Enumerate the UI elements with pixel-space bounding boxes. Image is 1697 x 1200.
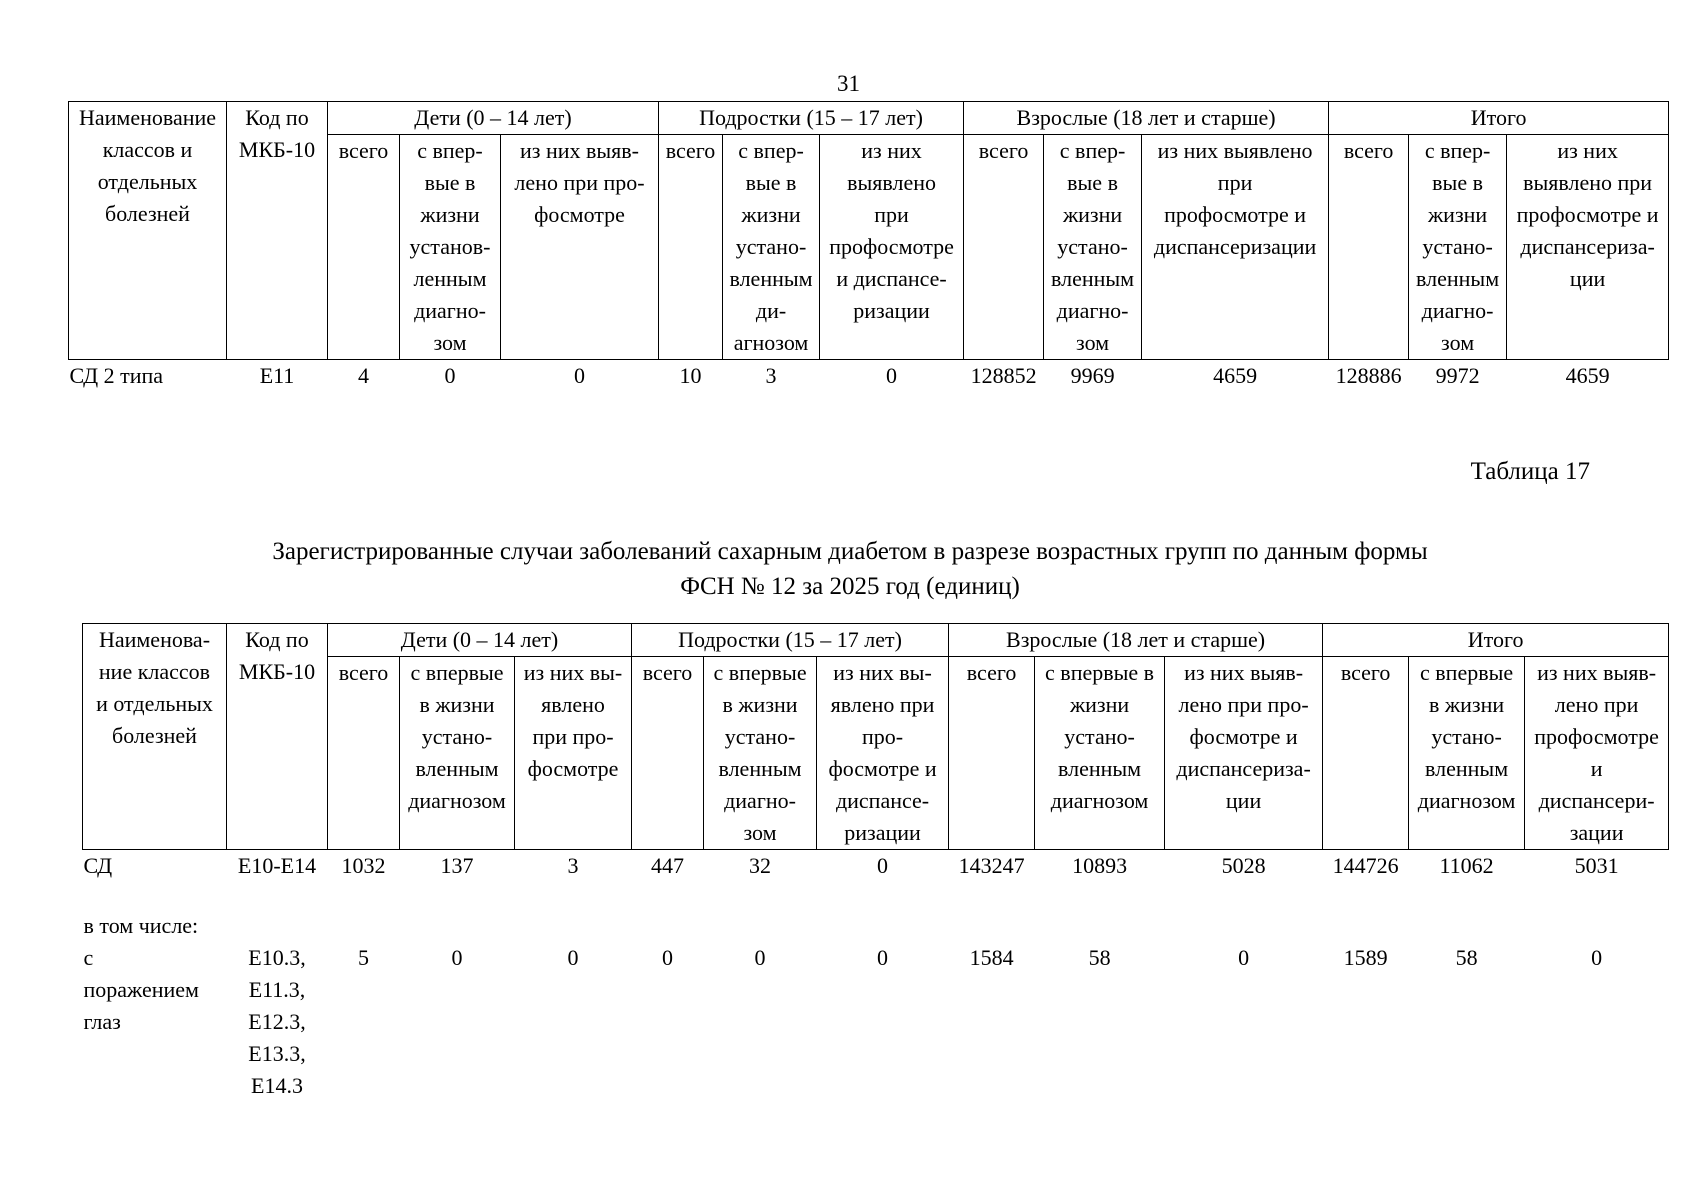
- header-children-first: [400, 135, 501, 360]
- cell-line: ризации: [853, 298, 930, 323]
- cell-value: 143247: [958, 853, 1025, 878]
- cell-line: с впервые: [410, 660, 504, 685]
- cell-line: устано-: [735, 234, 807, 259]
- cell-value: 4659: [1213, 363, 1258, 388]
- cell-value: 58: [1455, 945, 1478, 970]
- diabetes-type2-table: [68, 101, 1669, 392]
- cell-line: ции: [1225, 788, 1262, 813]
- table-row: [83, 850, 1669, 883]
- cell-value: 0: [877, 853, 889, 878]
- cell-line: вые в: [424, 170, 476, 195]
- cell-value: 4659: [1565, 363, 1610, 388]
- cell-line: вые в: [1067, 170, 1118, 195]
- table-row: [83, 942, 1669, 1102]
- header-children-checkup: [501, 135, 659, 360]
- row-icd-code: Е10-Е14: [237, 853, 317, 878]
- diabetes-by-age-table: [82, 623, 1669, 1102]
- cell-line: профосмотре: [1534, 724, 1659, 749]
- header-adults-first: [1035, 657, 1165, 850]
- cell-line: лено при про-: [514, 170, 645, 195]
- header-totals-total: [1323, 657, 1409, 850]
- table-title-line: Зарегистрированные случаи заболеваний сахарным диабетом в разрезе возрастных групп по данным формы: [272, 538, 1428, 565]
- cell-line: вые в: [745, 170, 797, 195]
- cell-value: 0: [1591, 945, 1603, 970]
- cell-value: 128886: [1335, 363, 1402, 388]
- cell-line: с впервые: [713, 660, 807, 685]
- cell-value: 1584: [969, 945, 1014, 970]
- cell-line: ди-: [755, 298, 787, 323]
- cell-line: диагно-: [414, 298, 486, 323]
- cell-value: 1589: [1343, 945, 1388, 970]
- cell-line: из них выяв-: [1537, 660, 1657, 685]
- cell-line: с впер-: [1424, 138, 1491, 163]
- header-children-checkup: [515, 657, 632, 850]
- header-icd-code: [227, 624, 328, 850]
- cell-line: всего: [338, 660, 389, 685]
- cell-line: устано-: [1064, 724, 1135, 749]
- cell-line: диспансери-: [1538, 788, 1655, 813]
- cell-line: профосмотре и: [1516, 202, 1659, 227]
- row-disease-name: СД 2 типа: [69, 363, 164, 388]
- cell-line: с впервые в: [1045, 660, 1155, 685]
- header-children-first: [400, 657, 515, 850]
- cell-line: классов и: [102, 137, 193, 162]
- cell-line: явлено при: [830, 692, 935, 717]
- cell-line: диспансеризации: [1153, 234, 1317, 259]
- cell-line: из них вы-: [523, 660, 623, 685]
- row-icd-code: [227, 942, 328, 1102]
- page-number: 31: [837, 71, 860, 96]
- cell-value: 3: [765, 363, 777, 388]
- spacer-row: [83, 882, 1669, 910]
- cell-line: вые в: [1432, 170, 1483, 195]
- cell-line: лено при: [1554, 692, 1639, 717]
- header-group-total: Итого: [1323, 624, 1669, 657]
- cell-line: выявлено при: [1523, 170, 1653, 195]
- cell-line: поражением: [83, 977, 199, 1002]
- header-children-total: [328, 135, 400, 360]
- cell-line: диагно-: [1421, 298, 1494, 323]
- table-header: [69, 102, 1669, 360]
- cell-value: 0: [662, 945, 674, 970]
- cell-line: и диспансе-: [836, 266, 947, 291]
- cell-line: ние классов: [98, 659, 211, 684]
- cell-line: зом: [1076, 330, 1110, 355]
- cell-value: 137: [440, 853, 474, 878]
- cell-line: про-: [861, 724, 904, 749]
- header-children-total: [328, 657, 400, 850]
- cell-line: жизни: [420, 202, 480, 227]
- cell-line: диагнозом: [1050, 788, 1149, 813]
- cell-line: с впер-: [1059, 138, 1126, 163]
- cell-value: 32: [749, 853, 772, 878]
- header-totals-first: [1409, 657, 1525, 850]
- cell-value: 5031: [1574, 853, 1619, 878]
- cell-line: Е10.3,: [248, 945, 306, 970]
- header-totals-total: [1329, 135, 1409, 360]
- row-icd-code: Е11: [259, 363, 295, 388]
- cell-line: при: [874, 202, 909, 227]
- cell-line: ции: [1569, 266, 1606, 291]
- cell-value: 5028: [1221, 853, 1266, 878]
- header-disease-name: [83, 624, 227, 850]
- header-teens-first: [704, 657, 817, 850]
- cell-line: диагно-: [1056, 298, 1129, 323]
- table-header: [83, 624, 1669, 850]
- header-group-teens: Подростки (15 – 17 лет): [659, 102, 964, 135]
- cell-line: жизни: [1062, 202, 1123, 227]
- cell-value: 9969: [1070, 363, 1115, 388]
- cell-value: 4: [358, 363, 369, 388]
- cell-line: установ-: [409, 234, 491, 259]
- cell-line: фосмотре: [534, 202, 625, 227]
- cell-line: из них вы-: [833, 660, 932, 685]
- cell-line: с впервые: [1420, 660, 1514, 685]
- cell-line: диспансе-: [835, 788, 930, 813]
- cell-line: зом: [1441, 330, 1475, 355]
- cell-value: 58: [1088, 945, 1111, 970]
- cell-value: 144726: [1332, 853, 1399, 878]
- header-adults-first: [1044, 135, 1142, 360]
- table-row: [69, 360, 1669, 393]
- cell-line: в жизни: [419, 692, 495, 717]
- cell-line: зом: [743, 820, 777, 845]
- cell-line: в жизни: [722, 692, 798, 717]
- cell-line: агнозом: [733, 330, 809, 355]
- cell-line: устано-: [1422, 234, 1493, 259]
- cell-line: зации: [1569, 820, 1624, 845]
- header-group-adults: Взрослые (18 лет и старше): [964, 102, 1329, 135]
- subheading-row: [83, 910, 1669, 942]
- cell-line: устано-: [1431, 724, 1502, 749]
- cell-line: зом: [433, 330, 467, 355]
- cell-line: из них выяв-: [1184, 660, 1304, 685]
- cell-line: из них выяв-: [520, 138, 640, 163]
- cell-value: 0: [877, 945, 889, 970]
- cell-line: фосмотре и: [828, 756, 937, 781]
- cell-line: из них: [1557, 138, 1618, 163]
- cell-line: Код по: [245, 627, 309, 652]
- cell-line: жизни: [1427, 202, 1488, 227]
- cell-line: при про-: [532, 724, 614, 749]
- cell-value: 3: [567, 853, 579, 878]
- header-disease-name: [69, 102, 227, 360]
- cell-line: фосмотре и: [1189, 724, 1298, 749]
- cell-value: 447: [651, 853, 685, 878]
- header-teens-checkup: [817, 657, 949, 850]
- cell-line: вленным: [729, 266, 813, 291]
- cell-line: и отдельных: [96, 691, 213, 716]
- cell-line: всего: [665, 138, 716, 163]
- header-adults-total: [949, 657, 1035, 850]
- cell-line: жизни: [741, 202, 801, 227]
- row-disease-name: СД: [83, 853, 113, 878]
- cell-line: всего: [978, 138, 1029, 163]
- cell-line: болезней: [105, 201, 190, 226]
- header-group-children: Дети (0 – 14 лет): [328, 624, 632, 657]
- header-adults-checkup: [1165, 657, 1323, 850]
- cell-value: 1032: [341, 853, 386, 878]
- cell-line: вленным: [718, 756, 802, 781]
- cell-value: 0: [451, 945, 463, 970]
- cell-value: 128852: [970, 363, 1037, 388]
- cell-line: вленным: [1051, 266, 1135, 291]
- row-disease-name: [83, 942, 227, 1102]
- table-title: [150, 534, 1550, 604]
- header-teens-total: [659, 135, 723, 360]
- cell-line: Е11.3,: [248, 977, 306, 1002]
- cell-line: Код по: [245, 105, 309, 130]
- cell-line: всего: [1343, 138, 1394, 163]
- cell-line: Наименова-: [98, 627, 211, 652]
- cell-line: профосмотре: [829, 234, 954, 259]
- cell-line: всего: [338, 138, 389, 163]
- header-adults-total: [964, 135, 1044, 360]
- cell-line: лено при про-: [1178, 692, 1309, 717]
- cell-line: ленным: [413, 266, 487, 291]
- cell-line: Наименование: [78, 105, 217, 130]
- cell-line: из них: [861, 138, 922, 163]
- cell-value: 0: [574, 363, 586, 388]
- header-adults-checkup: [1142, 135, 1329, 360]
- cell-value: 5: [358, 945, 369, 970]
- cell-line: устано-: [421, 724, 493, 749]
- cell-line: выявлено: [847, 170, 936, 195]
- cell-line: диагнозом: [408, 788, 506, 813]
- cell-line: и: [1590, 756, 1603, 781]
- cell-line: МКБ-10: [238, 137, 316, 162]
- cell-line: устано-: [1057, 234, 1128, 259]
- cell-line: устано-: [724, 724, 796, 749]
- cell-value: 10893: [1072, 853, 1128, 878]
- cell-line: из них выявлено: [1157, 138, 1313, 163]
- cell-value: 0: [1238, 945, 1250, 970]
- header-totals-checkup: [1525, 657, 1669, 850]
- header-teens-checkup: [820, 135, 964, 360]
- cell-line: болезней: [112, 723, 197, 748]
- header-group-total: Итого: [1329, 102, 1669, 135]
- cell-line: диспансериза-: [1520, 234, 1655, 259]
- header-totals-first: [1409, 135, 1507, 360]
- cell-line: ризации: [844, 820, 921, 845]
- cell-line: явлено: [541, 692, 605, 717]
- header-icd-code: [227, 102, 328, 360]
- cell-line: Е13.3,: [248, 1041, 306, 1066]
- table-number: Таблица 17: [1470, 458, 1590, 485]
- cell-line: вленным: [1058, 756, 1142, 781]
- cell-line: с: [83, 945, 94, 970]
- cell-line: глаз: [83, 1009, 121, 1034]
- cell-line: фосмотре: [527, 756, 619, 781]
- header-teens-total: [632, 657, 704, 850]
- cell-value: 9972: [1435, 363, 1480, 388]
- cell-line: Е14.3: [251, 1073, 303, 1098]
- header-teens-first: [723, 135, 820, 360]
- cell-line: диагнозом: [1417, 788, 1516, 813]
- cell-line: вленным: [1425, 756, 1509, 781]
- cell-line: при: [1217, 170, 1253, 195]
- cell-line: с впер-: [417, 138, 483, 163]
- cell-line: в жизни: [1429, 692, 1505, 717]
- cell-value: 10: [679, 363, 702, 388]
- cell-value: 11062: [1439, 853, 1494, 878]
- cell-line: диагно-: [724, 788, 796, 813]
- cell-line: отдельных: [97, 169, 198, 194]
- cell-value: 0: [886, 363, 898, 388]
- cell-line: жизни: [1069, 692, 1130, 717]
- cell-line: всего: [1340, 660, 1391, 685]
- cell-line: вленным: [415, 756, 499, 781]
- cell-value: 0: [567, 945, 579, 970]
- subheading: в том числе:: [83, 913, 199, 938]
- cell-value: 0: [754, 945, 766, 970]
- header-totals-checkup: [1507, 135, 1669, 360]
- cell-line: профосмотре и: [1164, 202, 1307, 227]
- cell-line: всего: [642, 660, 693, 685]
- cell-line: диспансериза-: [1176, 756, 1311, 781]
- header-group-children: Дети (0 – 14 лет): [328, 102, 659, 135]
- header-group-teens: Подростки (15 – 17 лет): [632, 624, 949, 657]
- cell-line: МКБ-10: [238, 659, 316, 684]
- cell-line: всего: [966, 660, 1017, 685]
- header-group-adults: Взрослые (18 лет и старше): [949, 624, 1323, 657]
- cell-value: 0: [444, 363, 456, 388]
- cell-line: Е12.3,: [248, 1009, 306, 1034]
- cell-line: вленным: [1416, 266, 1500, 291]
- cell-line: с впер-: [738, 138, 804, 163]
- table-title-line: ФСН № 12 за 2025 год (единиц): [680, 573, 1020, 600]
